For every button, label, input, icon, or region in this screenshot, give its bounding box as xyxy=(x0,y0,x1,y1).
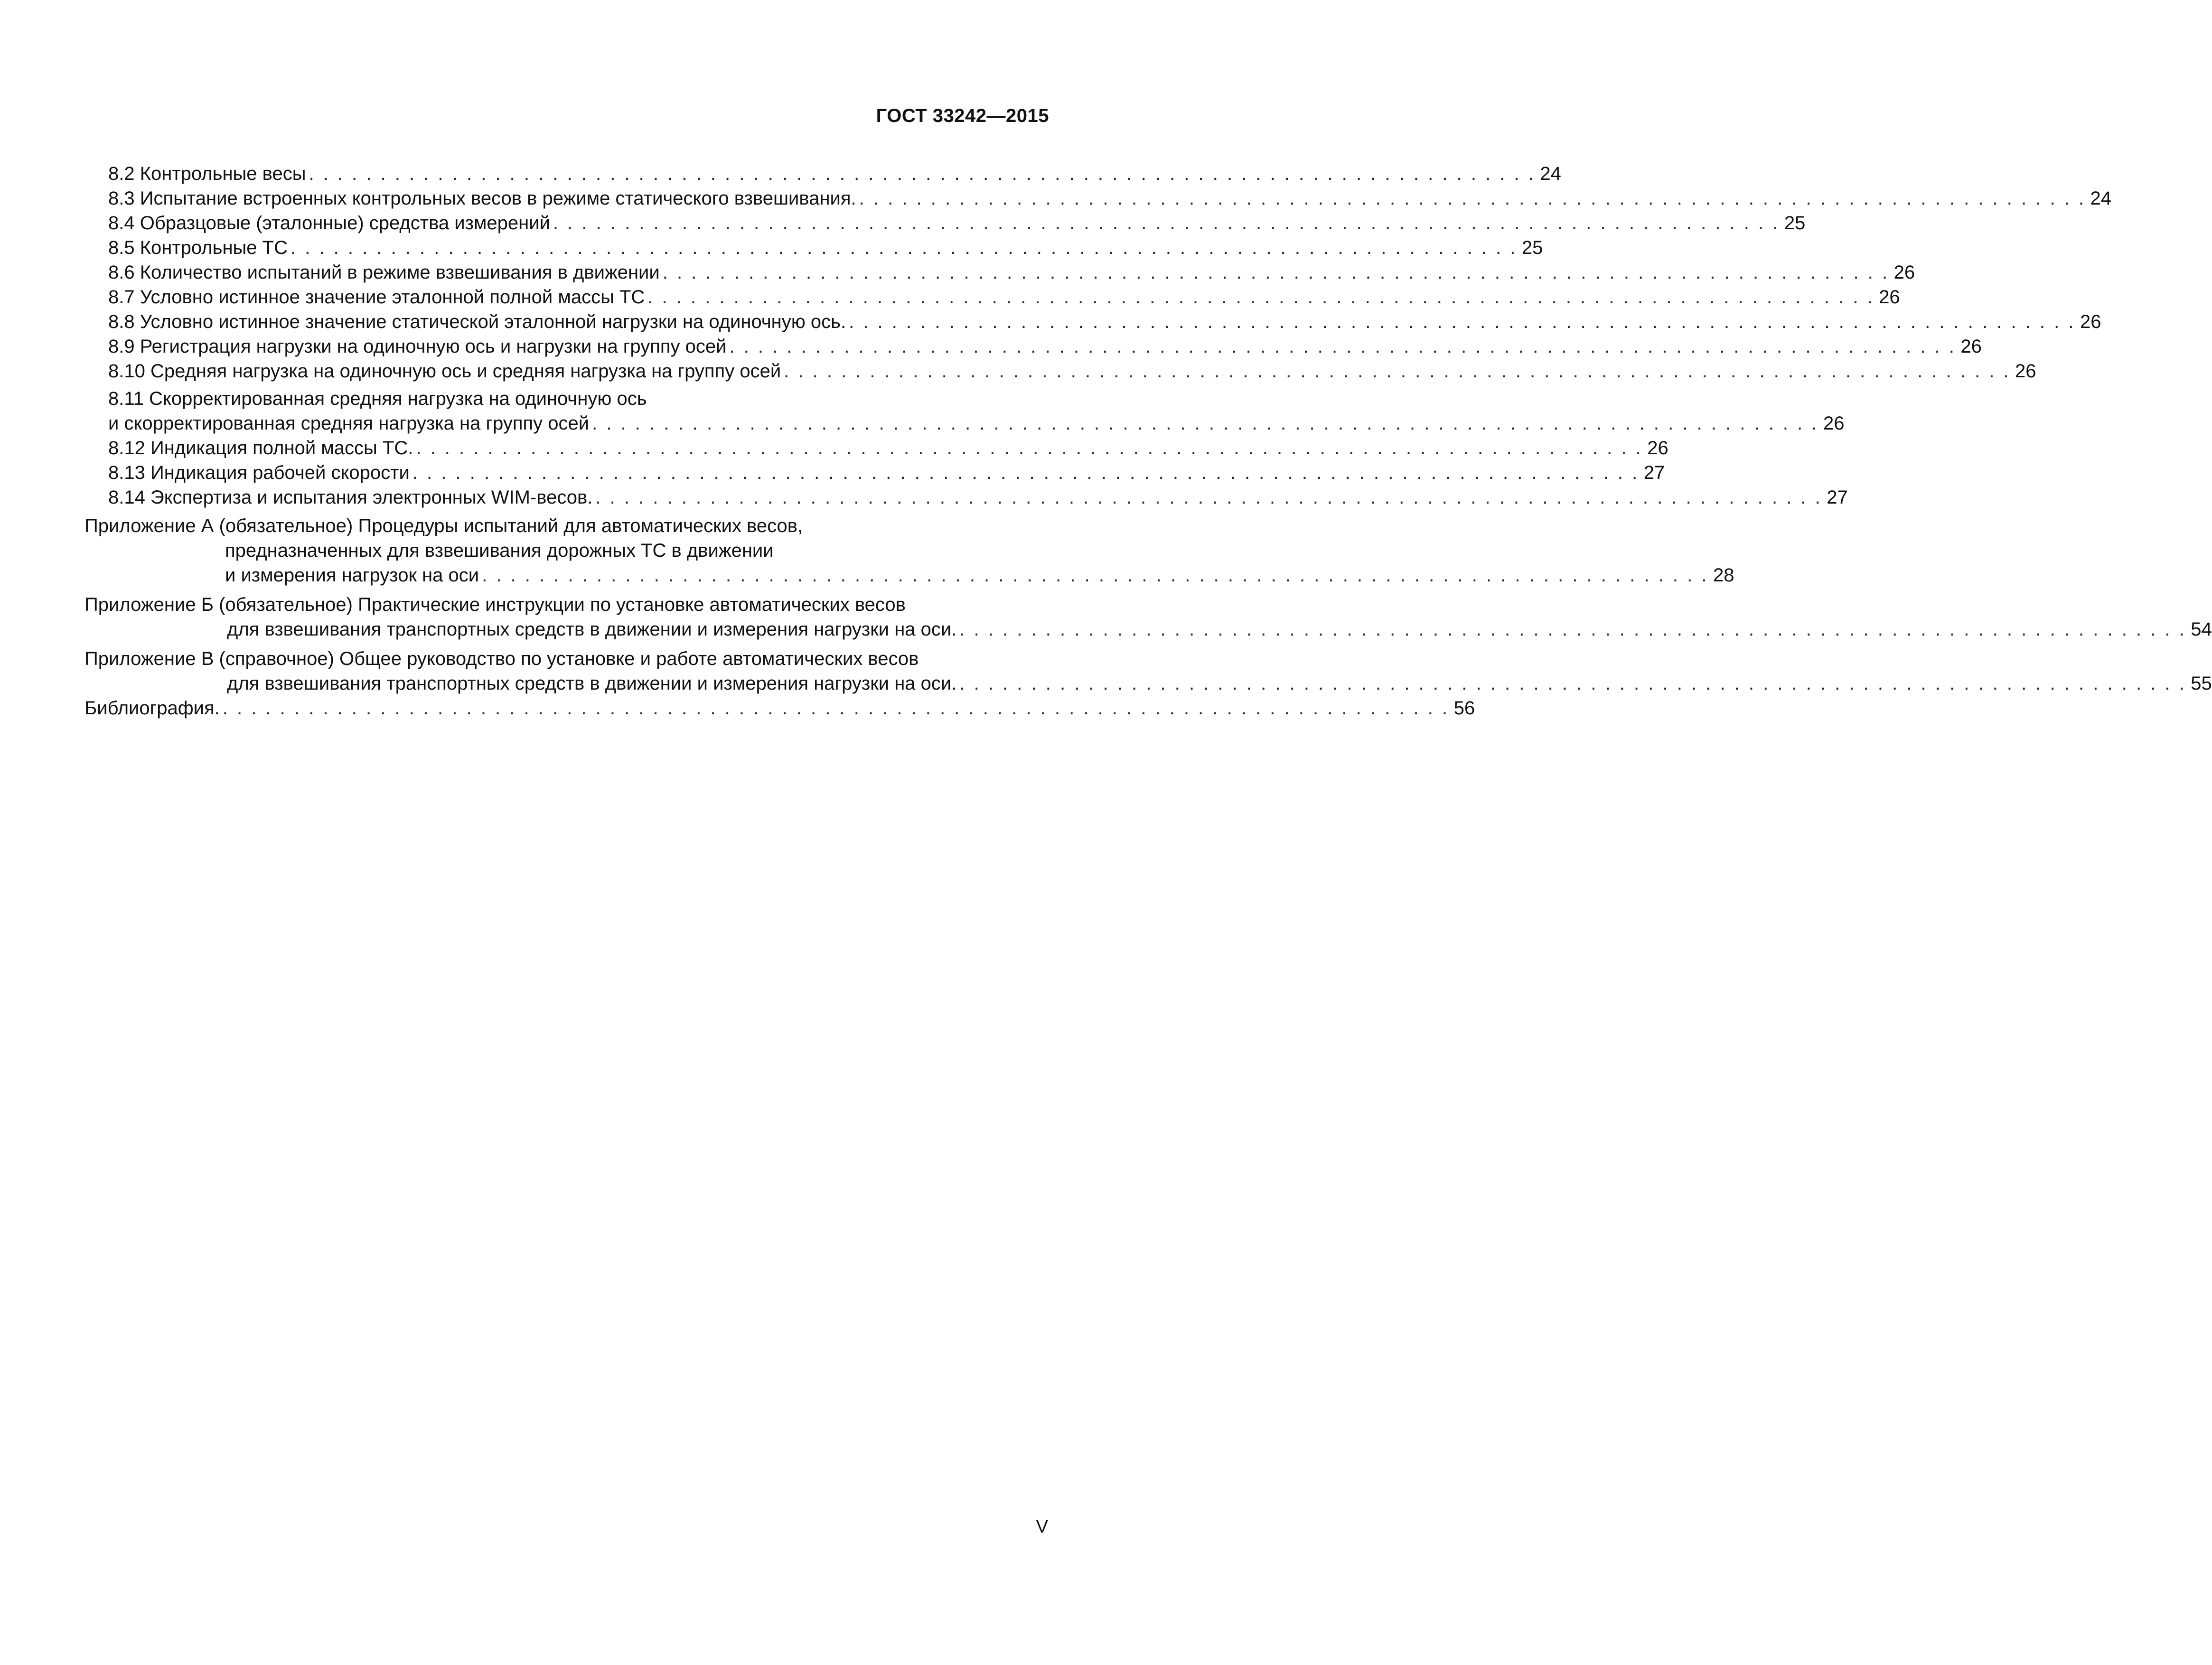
toc-leader-dots: . . . . . . . . . . . . . . . . . . . . . . . . . . . . . . . . . . . . . . . . . . . . . . . . . . . . . . . . . . . . . . . . . . . . . . . . . . . . . . . . . . . . . . xyxy=(291,237,1518,258)
toc-appendix-entry xyxy=(84,646,2212,696)
toc-leader-dots: . . . . . . . . . . . . . . . . . . . . . . . . . . . . . . . . . . . . . . . . . . . . . . . . . . . . . . . . . . . . . . . . . . . . . . . . . . . . . . . . . . . . . . xyxy=(729,336,1956,357)
toc-page-number: 25 xyxy=(1521,237,1543,258)
table-of-contents xyxy=(84,161,2212,720)
toc-entry-title: 8.7 Условно истинное значение эталонной полной массы ТС xyxy=(108,287,645,308)
toc-entry xyxy=(84,309,2101,334)
toc-appendix-title: и измерения нагрузок на оси xyxy=(225,565,479,586)
toc-leader-dots: . . . . . . . . . . . . . . . . . . . . . . . . . . . . . . . . . . . . . . . . . . . . . . . . . . . . . . . . . . . . . . . . . . . . . . . . . . . . . . . . . . . . . . xyxy=(412,462,1640,483)
toc-entry xyxy=(84,211,1806,235)
toc-page-number: 24 xyxy=(2090,188,2112,209)
toc-entry-title: 8.12 Индикация полной массы ТС. xyxy=(108,438,413,458)
toc-entry-title: 8.14 Экспертиза и испытания электронных WIM-весов. xyxy=(108,487,593,508)
toc-leader-dots: . . . . . . . . . . . . . . . . . . . . . . . . . . . . . . . . . . . . . . . . . . . . . . . . . . . . . . . . . . . . . . . . . . . . . . . . . . . . . . . . . . . . . . xyxy=(309,163,1536,184)
toc-leader-dots: . . . . . . . . . . . . . . . . . . . . . . . . . . . . . . . . . . . . . . . . . . . . . . . . . . . . . . . . . . . . . . . . . . . . . . . . . . . . . . . . . . . . . . xyxy=(959,673,2186,694)
toc-leader-dots: . . . . . . . . . . . . . . . . . . . . . . . . . . . . . . . . . . . . . . . . . . . . . . . . . . . . . . . . . . . . . . . . . . . . . . . . . . . . . . . . . . . . . . xyxy=(222,698,1450,719)
toc-bibliography-entry xyxy=(84,696,1475,720)
toc-leader-dots: . . . . . . . . . . . . . . . . . . . . . . . . . . . . . . . . . . . . . . . . . . . . . . . . . . . . . . . . . . . . . . . . . . . . . . . . . . . . . . . . . . . . . . xyxy=(592,413,1819,434)
toc-leader-dots: . . . . . . . . . . . . . . . . . . . . . . . . . . . . . . . . . . . . . . . . . . . . . . . . . . . . . . . . . . . . . . . . . . . . . . . . . . . . . . . . . . . . . . xyxy=(416,438,1643,458)
toc-page-number: 54 xyxy=(2191,619,2212,640)
toc-bibliography-title: Библиография. xyxy=(84,698,220,719)
toc-page-number: 26 xyxy=(1823,413,1845,434)
toc-page-number: 56 xyxy=(1453,698,1475,719)
toc-page-number: 26 xyxy=(1647,438,1668,458)
toc-leader-dots: . . . . . . . . . . . . . . . . . . . . . . . . . . . . . . . . . . . . . . . . . . . . . . . . . . . . . . . . . . . . . . . . . . . . . . . . . . . . . . . . . . . . . . xyxy=(859,188,2086,209)
toc-entry-title: 8.13 Индикация рабочей скорости xyxy=(108,462,410,483)
toc-page-number: 27 xyxy=(1827,487,1848,508)
toc-entry-title: 8.3 Испытание встроенных контрольных весов в режиме статического взвешивания. xyxy=(108,188,856,209)
toc-entry-title: 8.2 Контрольные весы xyxy=(108,163,306,184)
toc-page-number: 27 xyxy=(1643,462,1665,483)
toc-entry xyxy=(84,235,1543,260)
toc-page-number: 26 xyxy=(2080,311,2101,332)
toc-entry-title: 8.8 Условно истинное значение статической эталонной нагрузки на одиночную ось. xyxy=(108,311,846,332)
toc-page-number: 25 xyxy=(1784,213,1806,234)
toc-page-number: 26 xyxy=(1879,287,1900,308)
toc-entry-title: 8.9 Регистрация нагрузки на одиночную ось и нагрузки на группу осей xyxy=(108,336,727,357)
toc-appendix-title: для взвешивания транспортных средств в движении и измерения нагрузки на оси. xyxy=(227,673,957,694)
toc-entry-title: 8.6 Количество испытаний в режиме взвешивания в движении xyxy=(108,262,660,283)
toc-appendix-entry xyxy=(84,592,2212,642)
toc-page-number: 28 xyxy=(1713,565,1734,586)
toc-entry-title: 8.5 Контрольные ТС xyxy=(108,237,288,258)
toc-entry xyxy=(84,460,1665,485)
toc-entry xyxy=(84,359,2036,384)
page-number: V xyxy=(1036,1517,1048,1537)
toc-leader-dots: . . . . . . . . . . . . . . . . . . . . . . . . . . . . . . . . . . . . . . . . . . . . . . . . . . . . . . . . . . . . . . . . . . . . . . . . . . . . . . . . . . . . . . xyxy=(553,213,1780,234)
toc-entry xyxy=(84,260,1915,285)
toc-page-number: 55 xyxy=(2191,673,2212,694)
toc-entry xyxy=(84,161,1561,186)
toc-entry-title: и скорректированная средняя нагрузка на группу осей xyxy=(108,413,590,434)
toc-page-number: 24 xyxy=(1540,163,1561,184)
toc-page-number: 26 xyxy=(1893,262,1915,283)
toc-entry xyxy=(84,386,1845,436)
toc-leader-dots: . . . . . . . . . . . . . . . . . . . . . . . . . . . . . . . . . . . . . . . . . . . . . . . . . . . . . . . . . . . . . . . . . . . . . . . . . . . . . . . . . . . . . . xyxy=(959,619,2186,640)
toc-entry-title: 8.4 Образцовые (эталонные) средства измерений xyxy=(108,213,550,234)
toc-page-number: 26 xyxy=(1960,336,1982,357)
document-header: ГОСТ 33242—2015 xyxy=(876,105,1049,126)
toc-entry xyxy=(84,334,1982,359)
toc-entry xyxy=(84,285,1900,309)
toc-appendix-title: для взвешивания транспортных средств в движении и измерения нагрузки на оси. xyxy=(227,619,957,640)
toc-entry-title: 8.10 Средняя нагрузка на одиночную ось и средняя нагрузка на группу осей xyxy=(108,361,781,382)
toc-leader-dots: . . . . . . . . . . . . . . . . . . . . . . . . . . . . . . . . . . . . . . . . . . . . . . . . . . . . . . . . . . . . . . . . . . . . . . . . . . . . . . . . . . . . . . xyxy=(784,361,2011,382)
toc-leader-dots: . . . . . . . . . . . . . . . . . . . . . . . . . . . . . . . . . . . . . . . . . . . . . . . . . . . . . . . . . . . . . . . . . . . . . . . . . . . . . . . . . . . . . . xyxy=(647,287,1875,308)
toc-appendix-entry xyxy=(84,514,1734,588)
toc-appendix-title-line1: Приложение Б (обязательное) Практические инструкции по установке автоматических весов xyxy=(84,594,906,615)
toc-entry-title-line1: 8.11 Скорректированная средняя нагрузка на одиночную ось xyxy=(108,388,647,409)
toc-page-number: 26 xyxy=(2015,361,2036,382)
toc-appendix-title-line2: предназначенных для взвешивания дорожных ТС в движении xyxy=(225,540,774,561)
toc-appendix-title-line1: Приложение А (обязательное) Процедуры испытаний для автоматических весов, xyxy=(84,515,803,536)
toc-entry xyxy=(84,485,1848,510)
toc-leader-dots: . . . . . . . . . . . . . . . . . . . . . . . . . . . . . . . . . . . . . . . . . . . . . . . . . . . . . . . . . . . . . . . . . . . . . . . . . . . . . . . . . . . . . . xyxy=(595,487,1822,508)
toc-leader-dots: . . . . . . . . . . . . . . . . . . . . . . . . . . . . . . . . . . . . . . . . . . . . . . . . . . . . . . . . . . . . . . . . . . . . . . . . . . . . . . . . . . . . . . xyxy=(662,262,1890,283)
toc-leader-dots: . . . . . . . . . . . . . . . . . . . . . . . . . . . . . . . . . . . . . . . . . . . . . . . . . . . . . . . . . . . . . . . . . . . . . . . . . . . . . . . . . . . . . . xyxy=(849,311,2076,332)
toc-leader-dots: . . . . . . . . . . . . . . . . . . . . . . . . . . . . . . . . . . . . . . . . . . . . . . . . . . . . . . . . . . . . . . . . . . . . . . . . . . . . . . . . . . . . . . xyxy=(482,565,1709,586)
toc-entry xyxy=(84,186,2112,211)
toc-appendix-title-line1: Приложение В (справочное) Общее руководство по установке и работе автоматических весов xyxy=(84,648,919,669)
toc-entry xyxy=(84,436,1668,460)
